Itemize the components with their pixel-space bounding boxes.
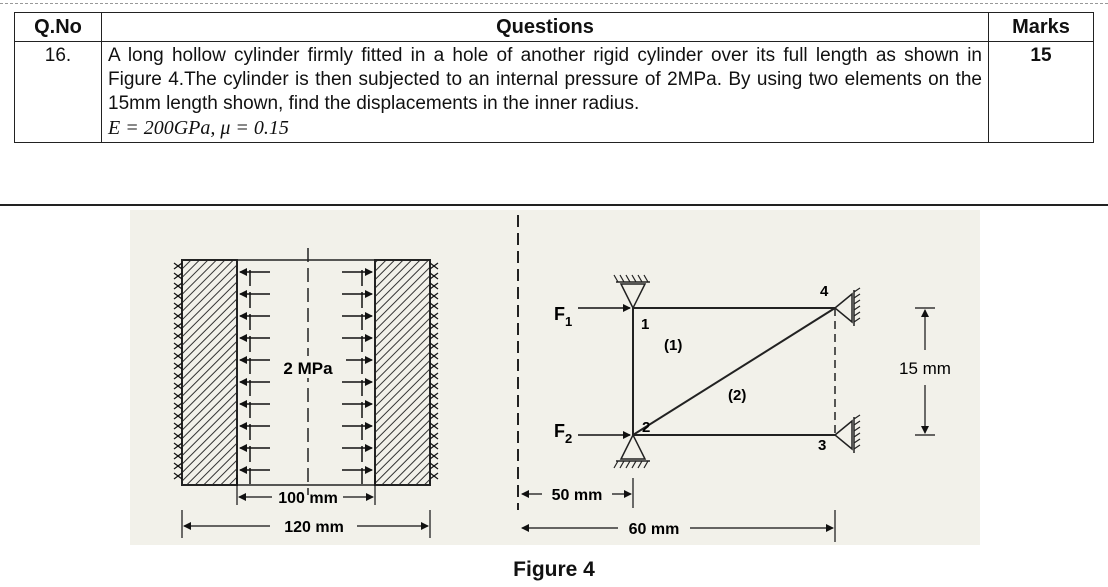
node-3-label: 3 [818, 437, 827, 454]
wall-ticks-left [174, 263, 182, 479]
cylinder-section [174, 248, 438, 538]
question-number: 16. [15, 42, 102, 143]
question-text: A long hollow cylinder firmly fitted in a hole of another rigid cylinder over its full length as shown in Figure 4.The cylinder is then subjected to an internal pressure of 2MPa. By using two elements on the 15mm length shown, find the displacements in the inner radius. [108, 45, 982, 114]
pressure-arrows-left [240, 270, 270, 484]
node-4-label: 4 [820, 283, 829, 300]
width-dimension-label: 60 mm [628, 521, 680, 538]
header-questions: Questions [102, 13, 989, 42]
node-1-label: 1 [641, 316, 650, 333]
question-marks: 15 [989, 42, 1094, 143]
pin-support-node-1 [614, 275, 650, 308]
element-mesh [520, 275, 951, 542]
pressure-arrows-right [342, 270, 372, 484]
top-dashed-line [0, 3, 1108, 4]
figure-4-diagram [130, 210, 980, 545]
element-1-label: (1) [664, 337, 683, 354]
wall-ticks-right [430, 263, 438, 479]
question-cell [102, 42, 989, 143]
force-f2-label: $F_2$ [554, 421, 573, 446]
given-values: E = 200GPa, μ = 0.15 [108, 117, 289, 139]
pin-support-node-2 [614, 435, 650, 468]
table-header-row [15, 13, 1094, 42]
fixed-support-node-4 [835, 288, 860, 326]
node-2-label: 2 [642, 419, 651, 436]
pressure-label: 2 MPa [283, 359, 333, 378]
header-qno: Q.No [15, 13, 102, 42]
outer-diameter-label: 120 mm [284, 519, 344, 536]
table-row [15, 42, 1094, 143]
right-wall [375, 260, 430, 485]
figure-caption: Figure 4 [513, 558, 595, 581]
element-2-label: (2) [728, 387, 747, 404]
fixed-support-node-3 [835, 415, 860, 453]
element-diagonal [633, 308, 835, 435]
section-divider [0, 204, 1108, 206]
header-marks: Marks [989, 13, 1094, 42]
force-f1-label: $F_1$ [554, 304, 573, 329]
left-wall [182, 260, 237, 485]
question-table [14, 12, 1094, 143]
radius-dimension-label: 50 mm [551, 487, 603, 504]
inner-diameter-label: 100 mm [278, 490, 338, 507]
height-dimension-label: 15 mm [899, 359, 951, 378]
